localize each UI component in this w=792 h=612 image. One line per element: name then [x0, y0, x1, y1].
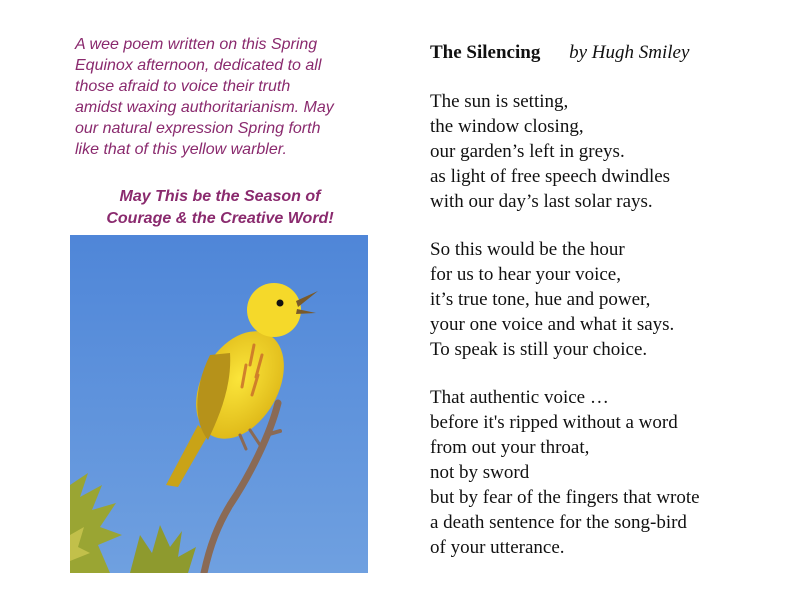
poem-line: not by sword — [430, 462, 530, 483]
yellow-warbler-illustration — [70, 235, 368, 573]
intro-line: our natural expression Spring forth — [75, 120, 321, 137]
dedication-line: Courage & the Creative Word! — [106, 210, 334, 227]
poem-line: for us to hear your voice, — [430, 264, 621, 285]
stanza — [430, 237, 770, 362]
poem-line: our garden’s left in greys. — [430, 141, 625, 162]
poem-author: by Hugh Smiley — [569, 42, 690, 63]
poem-line: To speak is still your choice. — [430, 339, 648, 360]
poem-line: with our day’s last solar rays. — [430, 191, 653, 212]
intro-line: A wee poem written on this Spring — [75, 36, 318, 53]
intro-line: amidst waxing authoritarianism. May — [75, 99, 334, 116]
stanza — [430, 89, 770, 214]
poem-line: your one voice and what it says. — [430, 314, 675, 335]
poem-line: as light of free speech dwindles — [430, 166, 671, 187]
intro-note — [75, 34, 375, 160]
dedication-line: May This be the Season of — [119, 188, 321, 205]
poem-title: The Silencing — [430, 42, 541, 63]
yellow-warbler-photo — [70, 235, 368, 573]
dedication — [70, 186, 370, 230]
intro-line: those afraid to voice their truth — [75, 78, 291, 95]
poem-line: before it's ripped without a word — [430, 412, 678, 433]
poem-line: So this would be the hour — [430, 239, 625, 260]
poem-line: of your utterance. — [430, 537, 565, 558]
poem-line: a death sentence for the song-bird — [430, 512, 687, 533]
bird-head — [247, 283, 301, 337]
poem-line: the window closing, — [430, 116, 584, 137]
poem-line: it’s true tone, hue and power, — [430, 289, 651, 310]
poem-line: but by fear of the fingers that wrote — [430, 487, 700, 508]
poem-line: The sun is setting, — [430, 91, 569, 112]
intro-line: like that of this yellow warbler. — [75, 141, 287, 158]
poem-line: from out your throat, — [430, 437, 590, 458]
poem — [430, 40, 770, 560]
poem-line: That authentic voice … — [430, 387, 609, 408]
intro-line: Equinox afternoon, dedicated to all — [75, 57, 322, 74]
poem-header — [430, 40, 770, 66]
stanza — [430, 385, 770, 560]
